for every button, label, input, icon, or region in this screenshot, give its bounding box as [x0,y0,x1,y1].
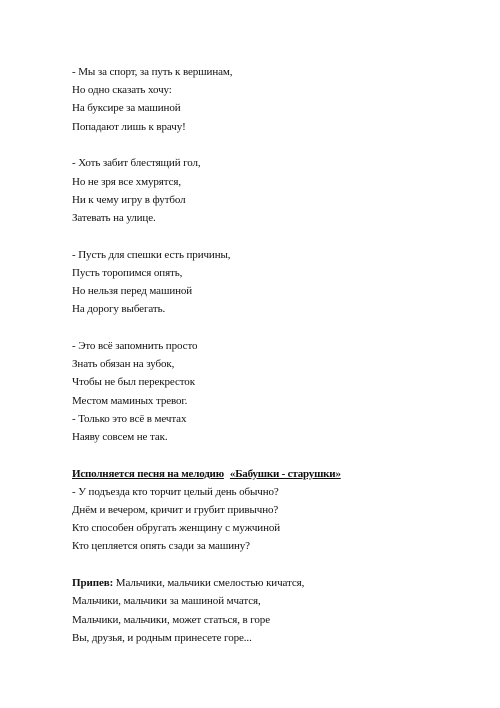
stanza-1 [72,63,472,136]
song-heading-prefix: Исполняется песня на мелодию [72,467,224,480]
poem-line: Затевать на улице. [72,211,156,224]
stanza-3 [72,246,472,319]
stanza-spacer [72,318,472,337]
song-line: - У подъезда кто торчит целый день обычно? [72,485,279,498]
stanza-2 [72,154,472,227]
chorus-line: Мальчики, мальчики, может статься, в горе [72,613,270,626]
song-line: Кто цепляется опять сзади за машину? [72,540,250,553]
poem-line: - Только это всё в мечтах [72,412,187,425]
chorus-first-line-text: Мальчики, мальчики смелостью кичатся, [113,577,305,590]
stanza-4 [72,337,472,446]
poem-line: Чтобы не был перекресток [72,376,195,389]
poem-line: Но нельзя перед машиной [72,285,193,298]
stanza-spacer [72,446,472,465]
song-heading-title: «Бабушки - старушки» [229,467,341,480]
poem-line: Пусть торопимся опять, [72,266,183,279]
song-line: Кто способен обругать женщину с мужчиной [72,522,281,535]
poem-line: Местом маминых тревог. [72,394,188,407]
chorus-label: Припев: [72,577,114,590]
chorus-first-line [72,574,472,592]
poem-line: - Пусть для спешки есть причины, [72,248,231,261]
chorus-line: Мальчики, мальчики за машиной мчатся, [72,595,261,608]
poem-line: - Хоть забит блестящий гол, [72,157,201,170]
song-line: Днём и вечером, кричит и грубит привычно? [72,504,279,517]
stanza-spacer [72,227,472,246]
chorus-section [72,574,472,647]
poem-line: - Это всё запомнить просто [72,339,198,352]
poem-line: Знать обязан на зубок, [72,358,175,371]
poem-line: Ни к чему игру в футбол [72,193,186,206]
stanza-spacer [72,556,472,575]
poem-line: На буксире за машиной [72,102,181,115]
stanza-spacer [72,136,472,155]
poem-line: Наяву совсем не так. [72,430,168,443]
poem-line: - Мы за спорт, за путь к вершинам, [72,66,233,78]
song-section [72,465,472,556]
poem-line: Но одно сказать хочу: [72,84,172,97]
chorus-line: Вы, друзья, и родным принесете горе... [72,631,252,644]
poem-text [72,63,472,647]
song-heading [72,465,472,483]
poem-line: Но не зря все хмурятся, [72,175,182,188]
poem-line: Попадают лишь к врачу! [72,120,186,133]
poem-line: На дорогу выбегать. [72,303,166,316]
